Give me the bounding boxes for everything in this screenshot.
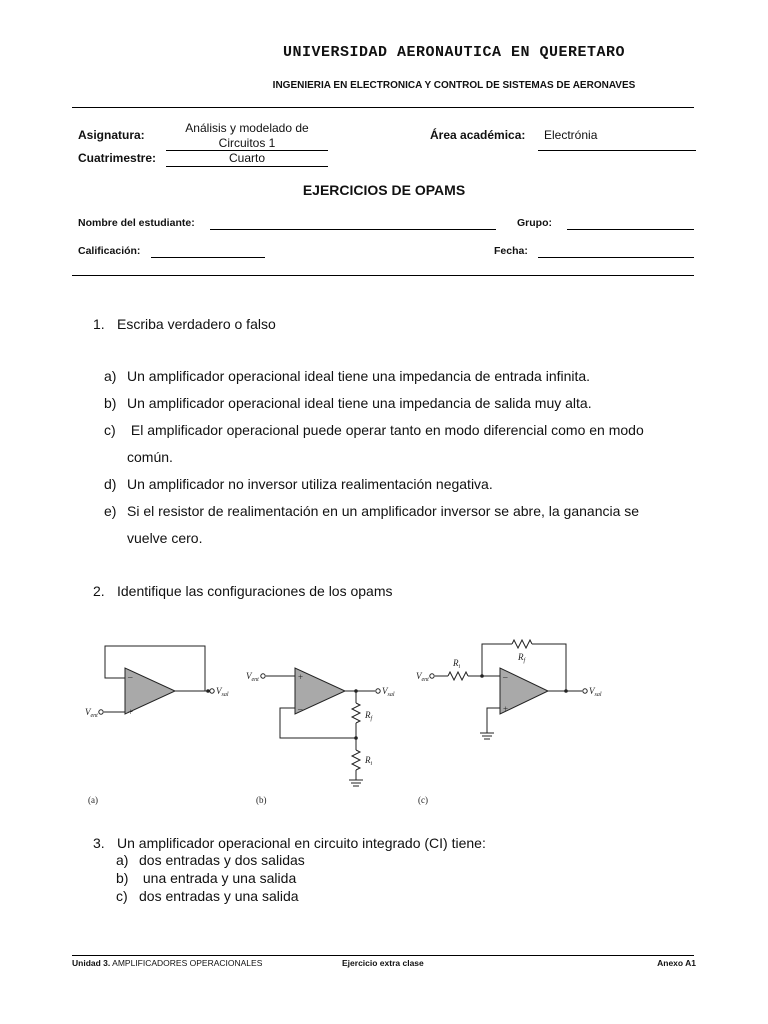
q1-item-a-letter: a) [104, 368, 117, 384]
q3-item-c-letter: c) [116, 888, 128, 904]
q1-item-c-continuation: común. [127, 449, 173, 465]
circuit-a-vsal-label: $V_{sal}$ [216, 686, 229, 698]
q3-item-b-letter: b) [116, 870, 129, 886]
q1-item-b-text: Un amplificador operacional ideal tiene una impedancia de salida muy alta. [127, 395, 592, 411]
q1-item-b-letter: b) [104, 395, 117, 411]
circuit-b-rf-label: $R_f$ [365, 710, 373, 722]
question-1-number: 1. [93, 316, 105, 332]
grupo-field[interactable] [567, 229, 694, 230]
question-1-text: Escriba verdadero o falso [117, 316, 276, 332]
circuit-b-ri-label: $R_i$ [365, 755, 373, 767]
circuit-a-vent-label: $V_{ent}$ [85, 707, 98, 719]
section-divider [72, 275, 694, 276]
asignatura-label: Asignatura: [78, 128, 145, 142]
rf-resistor-c-icon [512, 640, 532, 648]
q3-item-b-text: una entrada y una salida [139, 870, 297, 886]
q3-item-a-letter: a) [116, 852, 129, 868]
fecha-field[interactable] [538, 257, 694, 258]
area-value: Electrónia [544, 128, 598, 142]
circuit-b-label: (b) [256, 795, 267, 805]
circuit-c-rf-label: $R_f$ [518, 652, 526, 664]
q1-item-c-letter: c) [104, 422, 116, 438]
question-3-number: 3. [93, 835, 105, 851]
question-2-number: 2. [93, 583, 105, 599]
q1-item-e-continuation: vuelve cero. [127, 530, 203, 546]
opamp-circuits-figure [80, 628, 620, 808]
footer-divider [72, 955, 694, 956]
nombre-label: Nombre del estudiante: [78, 217, 195, 229]
q3-item-a-text: dos entradas y dos salidas [139, 852, 305, 868]
circuit-c-plus: + [503, 704, 509, 714]
q1-item-e-text: Si el resistor de realimentación en un amplificador inversor se abre, la ganancia se [127, 503, 640, 519]
circuit-b-plus: + [298, 672, 304, 682]
cuatrimestre-label: Cuatrimestre: [78, 151, 157, 165]
circuit-a-minus: – [128, 672, 133, 682]
q1-item-d-text: Un amplificador no inversor utiliza realimentación negativa. [127, 476, 493, 492]
career-name: INGENIERIA EN ELECTRONICA Y CONTROL DE SISTEMAS DE AERONAVES [272, 80, 636, 91]
circuit-c-minus: – [503, 672, 508, 682]
q1-item-c-text: El amplificador operacional puede operar tanto en modo diferencial como en modo [127, 422, 644, 438]
asignatura-value-line2: Circuitos 1 [218, 136, 276, 150]
circuit-b-minus: – [298, 704, 303, 714]
question-3-text: Un amplificador operacional en circuito integrado (CI) tiene: [117, 835, 486, 851]
area-label: Área académica: [430, 128, 526, 142]
footer-annex: Anexo A1 [657, 958, 696, 968]
circuit-c-vent-label: $V_{ent}$ [416, 671, 429, 683]
fecha-label: Fecha: [494, 245, 528, 257]
asignatura-value-line1: Análisis y modelado de [185, 121, 309, 135]
q1-item-d-letter: d) [104, 476, 117, 492]
header-divider [72, 107, 694, 108]
q1-item-e-letter: e) [104, 503, 117, 519]
footer-middle: Ejercicio extra clase [342, 958, 424, 968]
circuit-c-ri-label: $R_i$ [453, 658, 461, 670]
nombre-field[interactable] [210, 229, 496, 230]
grupo-label: Grupo: [517, 217, 552, 229]
area-underline [538, 150, 696, 151]
circuit-c-label: (c) [418, 795, 428, 805]
footer-unit-title: AMPLIFICADORES OPERACIONALES [112, 958, 263, 968]
circuit-b-vsal-label: $V_{sal}$ [382, 686, 395, 698]
ri-resistor-b-icon [352, 750, 360, 770]
page-title: EJERCICIOS DE OPAMS [302, 182, 466, 198]
q3-item-c-text: dos entradas y una salida [139, 888, 299, 904]
footer-unit-number: Unidad 3. [72, 958, 111, 968]
circuit-c-vsal-label: $V_{sal}$ [589, 686, 602, 698]
circuit-a-label: (a) [88, 795, 98, 805]
calificacion-field[interactable] [151, 257, 265, 258]
university-name: UNIVERSIDAD AERONAUTICA EN QUERETARO [282, 44, 626, 61]
ri-resistor-c-icon [448, 672, 468, 680]
rf-resistor-b-icon [352, 703, 360, 723]
question-2-text: Identifique las configuraciones de los opams [117, 583, 393, 599]
footer-unit [72, 958, 262, 968]
circuit-b-vent-label: $V_{ent}$ [246, 671, 259, 683]
cuatrimestre-value: Cuarto [228, 151, 266, 165]
cuatrimestre-underline [166, 166, 328, 167]
calificacion-label: Calificación: [78, 245, 141, 257]
q1-item-a-text: Un amplificador operacional ideal tiene una impedancia de entrada infinita. [127, 368, 591, 384]
circuit-a-plus: + [128, 707, 134, 717]
